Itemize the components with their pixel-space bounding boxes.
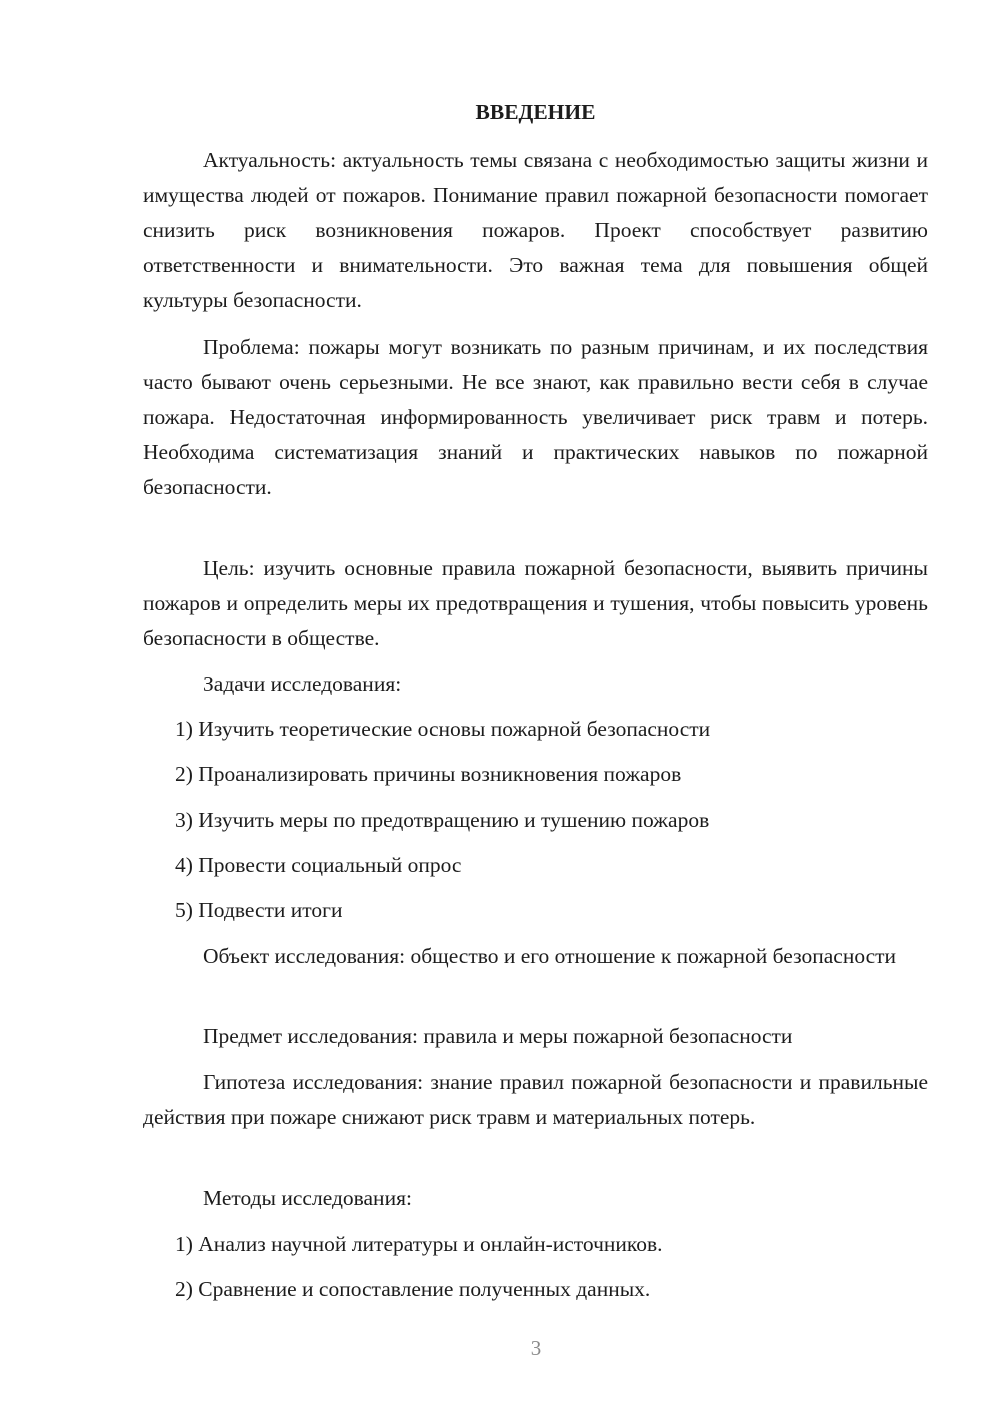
method-item: 1) Анализ научной литературы и онлайн-источников. [175, 1232, 663, 1256]
goal-paragraph: Цель: изучить основные правила пожарной безопасности, выявить причины пожаров и определить меры их предотвращения и тушения, чтобы повысить уровень безопасности в обществе. [143, 556, 928, 650]
problem-paragraph: Проблема: пожары могут возникать по разным причинам, и их последствия часто бывают очень серьезными. Не все знают, как правильно вести себя в случае пожара. Недостаточная информированность увеличивает риск травм и потерь. Необходима систематизация знаний и практических навыков по пожарной безопасности. [143, 335, 928, 499]
page-number: 3 [530, 1336, 542, 1360]
method-item: 2) Сравнение и сопоставление полученных данных. [175, 1277, 651, 1301]
methods-heading: Методы исследования: [203, 1186, 412, 1210]
hypothesis-paragraph: Гипотеза исследования: знание правил пожарной безопасности и правильные действия при пожаре снижают риск травм и материальных потерь. [143, 1070, 928, 1129]
subject-paragraph: Предмет исследования: правила и меры пожарной безопасности [203, 1024, 793, 1048]
task-item: 2) Проанализировать причины возникновения пожаров [175, 762, 682, 786]
task-item: 5) Подвести итоги [175, 898, 343, 922]
page-title: ВВЕДЕНИЕ [475, 100, 596, 124]
task-item: 1) Изучить теоретические основы пожарной безопасности [175, 717, 711, 741]
tasks-heading: Задачи исследования: [203, 672, 402, 696]
relevance-paragraph: Актуальность: актуальность темы связана с необходимостью защиты жизни и имущества людей от пожаров. Понимание правил пожарной безопасности помогает снизить риск возникновения пожаров. Проект способствует развитию ответственности и внимательности. Это важная тема для повышения общей культуры безопасности. [143, 148, 928, 312]
task-item: 4) Провести социальный опрос [175, 853, 462, 877]
object-paragraph: Объект исследования: общество и его отношение к пожарной безопасности [203, 944, 897, 968]
task-item: 3) Изучить меры по предотвращению и тушению пожаров [175, 808, 710, 832]
